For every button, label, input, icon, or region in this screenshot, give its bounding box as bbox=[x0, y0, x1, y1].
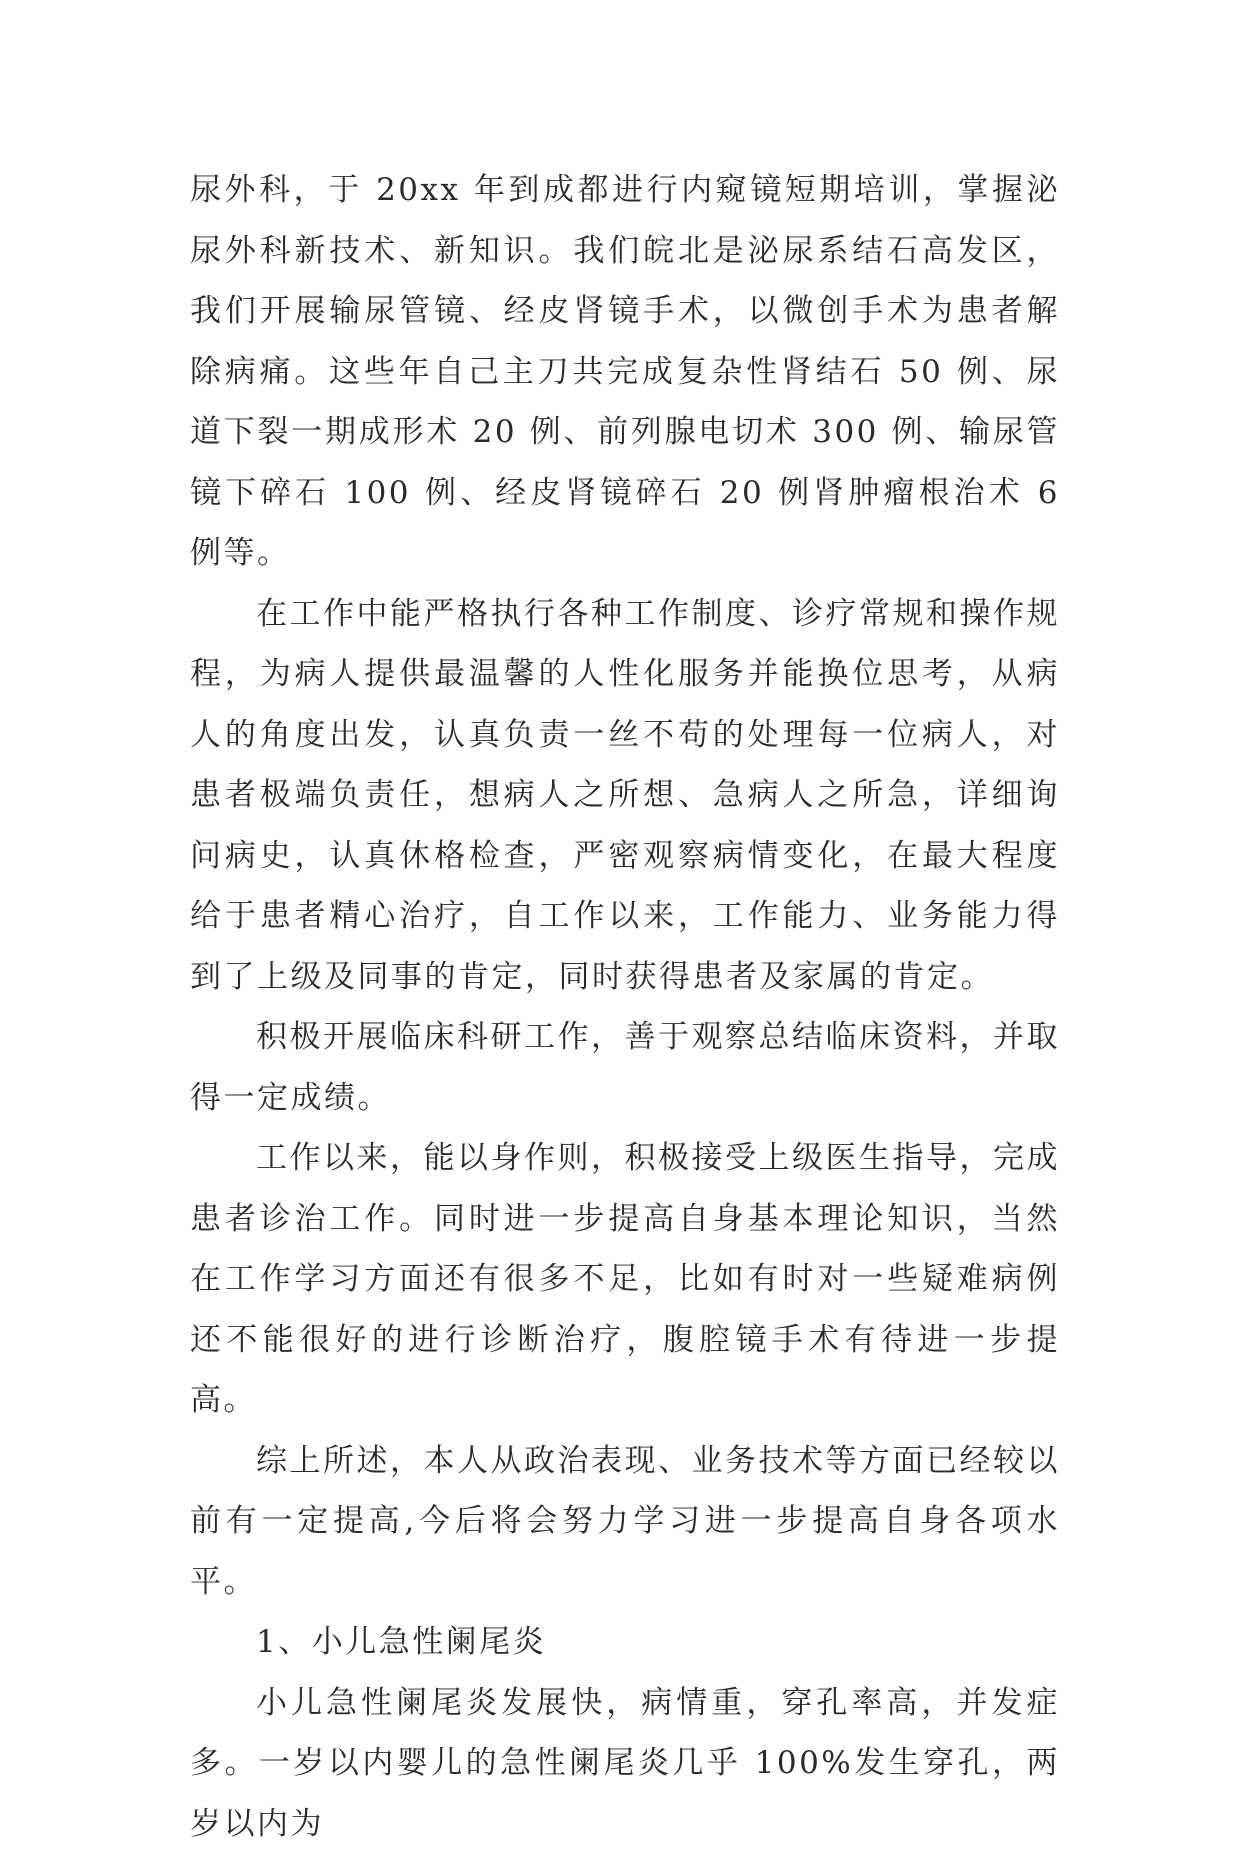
paragraph-research: 积极开展临床科研工作，善于观察总结临床资料，并取得一定成绩。 bbox=[190, 1007, 1060, 1128]
paragraph-work-attitude: 在工作中能严格执行各种工作制度、诊疗常规和操作规程，为病人提供最温馨的人性化服务并能换位思考，从病人的角度出发，认真负责一丝不苟的处理每一位病人，对患者极端负责任，想病人之所想、急病人之所急，详细询问病史，认真休格检查，严密观察病情变化，在最大程度给于患者精心治疗，自工作以来，工作能力、业务能力得到了上级及同事的肯定，同时获得患者及家属的肯定。 bbox=[190, 584, 1060, 1008]
section-heading: 1、小儿急性阑尾炎 bbox=[190, 1612, 1060, 1673]
paragraph-self-assessment: 工作以来，能以身作则，积极接受上级医生指导，完成患者诊治工作。同时进一步提高自身基本理论知识，当然在工作学习方面还有很多不足，比如有时对一些疑难病例还不能很好的进行诊断治疗，腹腔镜手术有待进一步提高。 bbox=[190, 1128, 1060, 1431]
document-body bbox=[190, 160, 1060, 1854]
paragraph-continuation: 尿外科，于 20xx 年到成都进行内窥镜短期培训，掌握泌尿外科新技术、新知识。我们皖北是泌尿系结石高发区，我们开展输尿管镜、经皮肾镜手术，以微创手术为患者解除病痛。这些年自己主刀共完成复杂性肾结石 50 例、尿道下裂一期成形术 20 例、前列腺电切术 300 例、输尿管镜下碎石 100 例、经皮肾镜碎石 20 例肾肿瘤根治术 6 例等。 bbox=[190, 160, 1060, 584]
paragraph-appendicitis: 小儿急性阑尾炎发展快，病情重，穿孔率高，并发症多。一岁以内婴儿的急性阑尾炎几乎 100%发生穿孔，两岁以内为 bbox=[190, 1673, 1060, 1854]
paragraph-summary: 综上所述，本人从政治表现、业务技术等方面已经较以前有一定提高,今后将会努力学习进一步提高自身各项水平。 bbox=[190, 1431, 1060, 1613]
